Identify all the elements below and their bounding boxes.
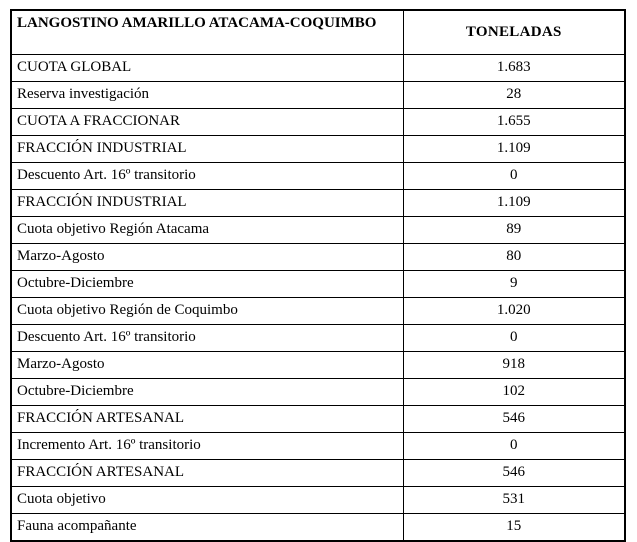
- row-value: 546: [403, 406, 625, 433]
- row-label: CUOTA A FRACCIONAR: [11, 109, 403, 136]
- row-value: 1.109: [403, 190, 625, 217]
- row-label: CUOTA GLOBAL: [11, 55, 403, 82]
- row-label: Marzo-Agosto: [11, 352, 403, 379]
- row-value: 0: [403, 163, 625, 190]
- row-value: 1.683: [403, 55, 625, 82]
- row-value: 89: [403, 217, 625, 244]
- row-value: 102: [403, 379, 625, 406]
- row-label: FRACCIÓN INDUSTRIAL: [11, 190, 403, 217]
- table-row: [11, 406, 625, 433]
- row-value: 0: [403, 325, 625, 352]
- row-label: Octubre-Diciembre: [11, 379, 403, 406]
- row-value: 1.655: [403, 109, 625, 136]
- table-row: [11, 487, 625, 514]
- row-label: Descuento Art. 16º transitorio: [11, 325, 403, 352]
- row-value: 28: [403, 82, 625, 109]
- table-row: [11, 82, 625, 109]
- row-label: Cuota objetivo Región de Coquimbo: [11, 298, 403, 325]
- row-value: 0: [403, 433, 625, 460]
- table-row: [11, 298, 625, 325]
- row-label: Cuota objetivo: [11, 487, 403, 514]
- table-row: [11, 271, 625, 298]
- table-row: [11, 109, 625, 136]
- row-label: Fauna acompañante: [11, 514, 403, 542]
- row-label: Descuento Art. 16º transitorio: [11, 163, 403, 190]
- table-row: [11, 163, 625, 190]
- table-row: [11, 325, 625, 352]
- row-label: Octubre-Diciembre: [11, 271, 403, 298]
- row-value: 918: [403, 352, 625, 379]
- table-row: [11, 55, 625, 82]
- row-label: Incremento Art. 16º transitorio: [11, 433, 403, 460]
- row-value: 1.109: [403, 136, 625, 163]
- row-label: FRACCIÓN ARTESANAL: [11, 460, 403, 487]
- row-value: 546: [403, 460, 625, 487]
- row-value: 15: [403, 514, 625, 542]
- row-label: FRACCIÓN ARTESANAL: [11, 406, 403, 433]
- row-label: Marzo-Agosto: [11, 244, 403, 271]
- table-row: [11, 217, 625, 244]
- table-header-row: [11, 10, 625, 55]
- table-row: [11, 379, 625, 406]
- table-row: [11, 244, 625, 271]
- quota-table: [10, 9, 626, 542]
- table-row: [11, 433, 625, 460]
- row-value: 9: [403, 271, 625, 298]
- table-row: [11, 352, 625, 379]
- row-label: Reserva investigación: [11, 82, 403, 109]
- header-species-label: LANGOSTINO AMARILLO ATACAMA-COQUIMBO: [11, 10, 403, 55]
- row-label: Cuota objetivo Región Atacama: [11, 217, 403, 244]
- row-value: 1.020: [403, 298, 625, 325]
- row-label: FRACCIÓN INDUSTRIAL: [11, 136, 403, 163]
- row-value: 80: [403, 244, 625, 271]
- table-row: [11, 460, 625, 487]
- table-row: [11, 136, 625, 163]
- header-toneladas-label: TONELADAS: [403, 10, 625, 55]
- row-value: 531: [403, 487, 625, 514]
- table-row: [11, 190, 625, 217]
